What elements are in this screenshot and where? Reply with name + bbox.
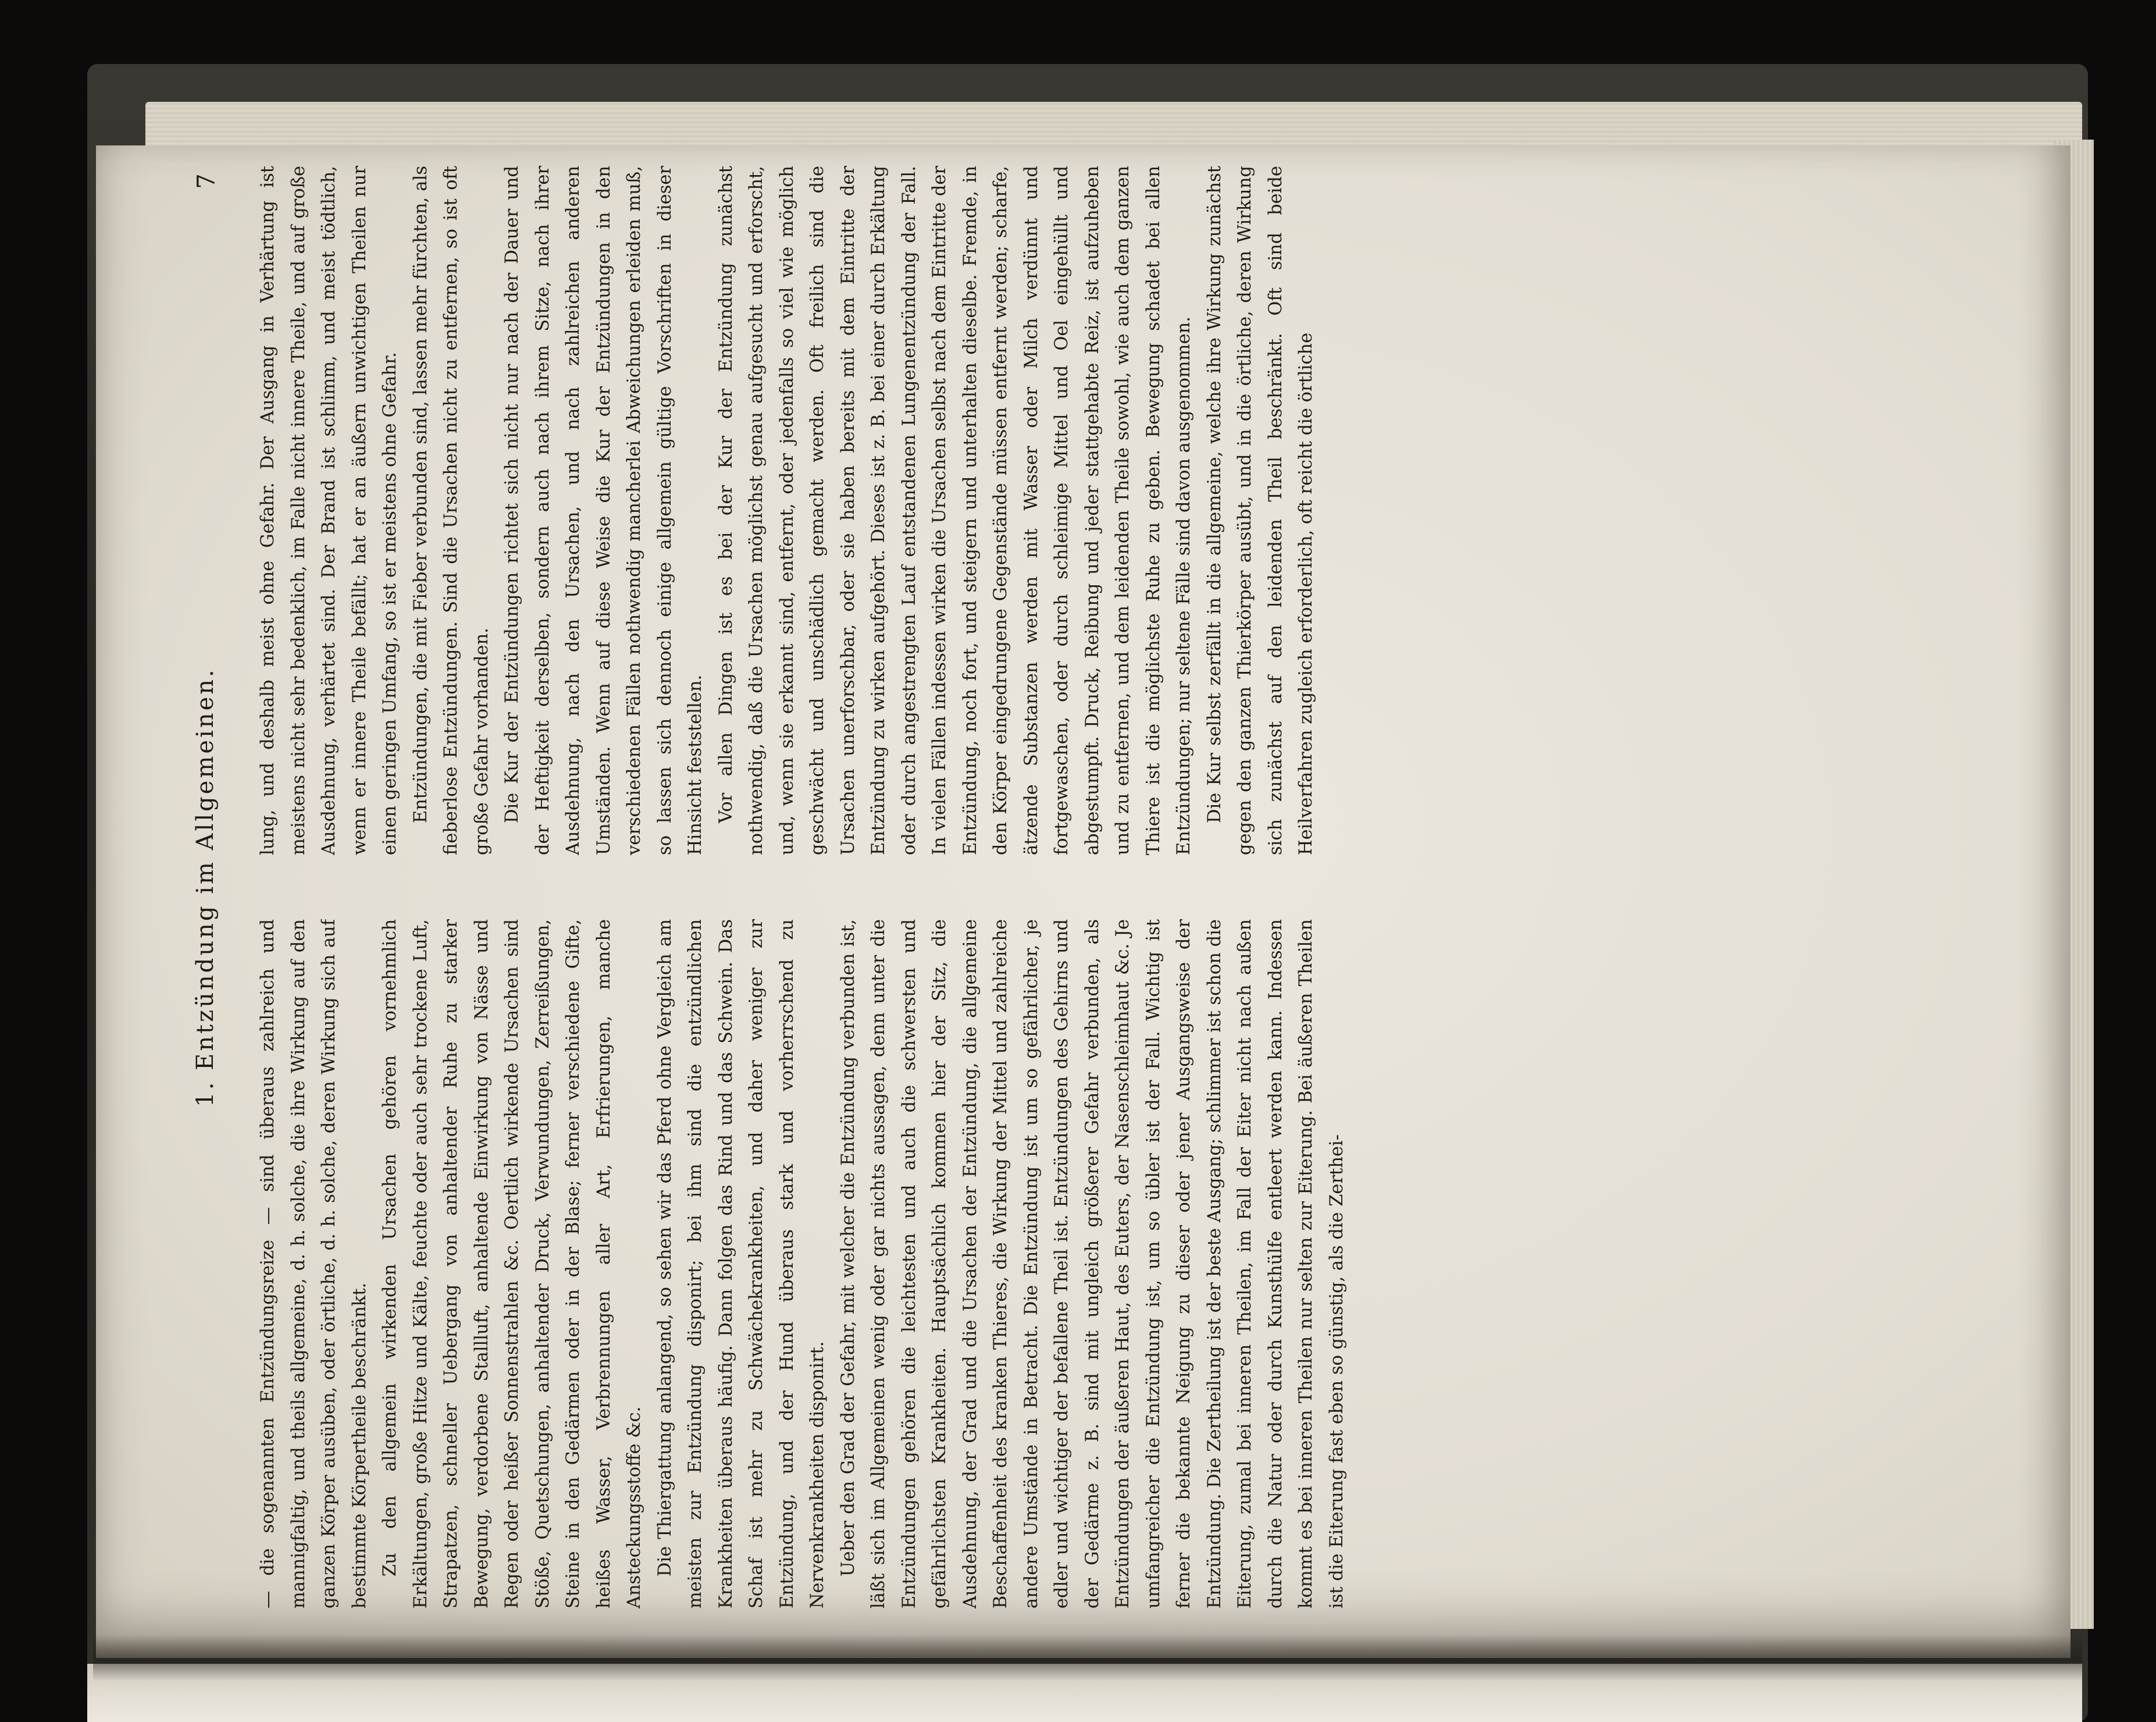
page-number: 7 [192, 172, 220, 189]
paragraph: Die Kur selbst zerfällt in die allgemeine, welche ihre Wirkung zunächst gegen den ganzen Thierkörper ausübt, und in die örtliche, deren Wirkung sich zunächst auf den leidenden Theil beschränkt. Oft sind beide Heilverfahren zugleich erforderlich, oft reicht die örtliche [1204, 166, 1316, 855]
paragraph: — die sogenannten Entzündungsreize — sind überaus zahlreich und mannigfaltig, und theils allgemeine, d. h. solche, die ihre Wirkung auf den ganzen Körper ausüben, oder örtliche, d. h. solche, deren Wirkung sich auf bestimmte Körpertheile beschränkt. [258, 919, 370, 1609]
paragraph: lung, und deshalb meist ohne Gefahr. Der Ausgang in Verhärtung ist meistens nicht sehr bedenklich, im Falle nicht innere Theile, und auf große Ausdehnung, verhärtet sind. Der Brand ist schlimm, und meist tödtlich, wenn er innere Theile befällt; hat er an äußern unwichtigen Theilen nur einen geringen Umfang, so ist er meistens ohne Gefahr. [258, 166, 400, 855]
chapter-title: 1. Entzündung im Allgemeinen. [192, 667, 219, 1107]
paragraph: Die Thiergattung anlangend, so sehen wir das Pferd ohne Vergleich am meisten zur Entzündung disponirt; bei ihm sind die entzündlichen Krankheiten überaus häufig. Dann folgen das Rind und das Schwein. Das Schaf ist mehr zu Schwächekrankheiten, und daher weniger zur Entzündung, und der Hund überaus stark und vorherrschend zu Nervenkrankheiten disponirt. [654, 919, 828, 1609]
paragraph: Vor allen Dingen ist es bei der Kur der Entzündung zunächst nothwendig, daß die Ursachen möglichst genau aufgesucht und erforscht, und, wenn sie erkannt sind, entfernt, oder jedenfalls so viel wie möglich geschwächt und unschädlich gemacht werden. Oft freilich sind die Ursachen unerforschbar, oder sie haben bereits mit dem Eintritte der Entzündung zu wirken aufgehört. Dieses ist z. B. bei einer durch Erkältung oder durch angestrengten Lauf entstandenen Lungenentzündung der Fall. In vielen Fällen indessen wirken die Ursachen selbst nach dem Eintritte der Entzündung, noch fort, und steigern und unterhalten dieselbe. Fremde, in den Körper eingedrungene Gegenstände müssen entfernt werden; scharfe, ätzende Substanzen werden mit Wasser oder Milch verdünnt und fortgewaschen, oder durch schleimige Mittel und Oel eingehüllt und abgestumpft. Druck, Reibung und jeder stattgehabte Reiz, ist aufzuheben und zu entfernen, und dem leidenden Theile sowohl, wie auch dem ganzen Thiere ist die möglichste Ruhe zu geben. Bewegung schadet bei allen Entzündungen; nur seltene Fälle sind davon ausgenommen. [715, 166, 1194, 855]
paragraph: Zu den allgemein wirkenden Ursachen gehören vornehmlich Erkältungen, große Hitze und Kälte, feuchte oder auch sehr trockene Luft, Strapatzen, schneller Uebergang von anhaltender Ruhe zu starker Bewegung, verdorbene Stallluft, anhaltende Einwirkung von Nässe und Regen oder heißer Sonnenstrahlen &c. Oertlich wirkende Ursachen sind Stöße, Quetschungen, anhaltender Druck, Verwundungen, Zerreißungen, Steine in den Gedärmen oder in der Blase; ferner verschiedene Gifte, heißes Wasser, Verbrennungen aller Art, Erfrierungen, manche Ansteckungsstoffe &c. [380, 919, 644, 1609]
paragraph: Ueber den Grad der Gefahr, mit welcher die Entzündung verbunden ist, läßt sich im Allgemeinen wenig oder gar nichts aussagen, denn unter die Entzündungen gehören die leichtesten und auch die schwersten und gefährlichsten Krankheiten. Hauptsächlich kommen hier der Sitz, die Ausdehnung, der Grad und die Ursachen der Entzündung, die allgemeine Beschaffenheit des kranken Thieres, die Wirkung der Mittel und zahlreiche andere Umstände in Betracht. Die Entzündung ist um so gefährlicher, je edler und wichtiger der befallene Theil ist. Entzündungen des Gehirns und der Gedärme z. B. sind mit ungleich größerer Gefahr verbunden, als Entzündungen der äußeren Haut, des Euters, der Nasenschleimhaut &c. Je umfangreicher die Entzündung ist, um so übler ist der Fall. Wichtig ist ferner die bekannte Neigung zu dieser oder jener Ausgangsweise der Entzündung. Die Zertheilung ist der beste Ausgang; schlimmer ist schon die Eiterung, zumal bei inneren Theilen, im Fall der Eiter nicht nach außen durch die Natur oder durch Kunsthülfe entleert werden kann. Indessen kommt es bei inneren Theilen nur selten zur Eiterung. Bei äußeren Theilen ist die Eiterung fast eben so günstig, als die Zerthei- [838, 919, 1347, 1609]
spine-shadow [93, 1635, 2082, 1681]
text-column-right [253, 166, 2044, 855]
paragraph: Die Kur der Entzündungen richtet sich nicht nur nach der Dauer und der Heftigkeit derselben, sondern auch nach ihrem Sitze, nach ihrer Ausdehnung, nach den Ursachen, und nach zahlreichen anderen Umständen. Wenn auf diese Weise die Kur der Entzündungen in den verschiedenen Fällen nothwendig mancherlei Abweichungen erleiden muß, so lassen sich dennoch einige allgemein gültige Vorschriften in dieser Hinsicht feststellen. [502, 166, 705, 855]
text-column-left [253, 919, 2044, 1609]
running-head [192, 166, 227, 1609]
paragraph: Entzündungen, die mit Fieber verbunden sind, lassen mehr fürchten, als fieberlose Entzündungen. Sind die Ursachen nicht zu entfernen, so ist oft große Gefahr vorhanden. [410, 166, 492, 855]
page-content [192, 166, 2100, 1609]
